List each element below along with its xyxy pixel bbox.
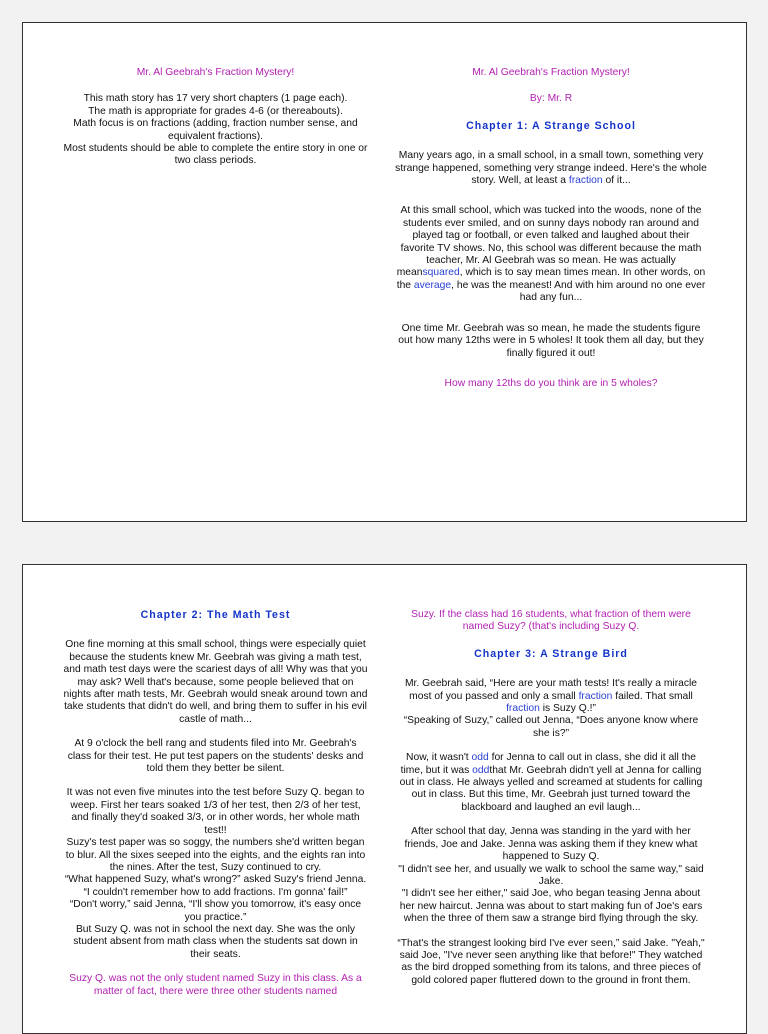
paragraph: It was not even five minutes into the test before Suzy Q. began to weep. First her tears soaked 1/3 of her test, then 2/3 of her test, and finally they'd soaked 3/3, or in other words, her whole math test!! — [66, 787, 365, 836]
odd-link[interactable]: odd — [472, 764, 490, 776]
paragraph: One fine morning at this small school, things were especially quiet because the students knew Mr. Geebrah was giving a math test, and math test days were the scariest days of all! Why was that you may ask? Well that's because, some people believed that on nights after math tests, Mr. Geebrah would sneak around town and take students that didn't do well, and bring them to suffer in his evil castle of math... — [63, 639, 368, 725]
paragraph: “That's the strangest looking bird I've ever seen,” said Jake. "Yeah," said Joe, "I've never seen anything like that before!" They watched as the bird dropped something from its talons, and three pieces of gold colored paper fluttered down to the ground in front them. — [397, 937, 705, 986]
page-2 — [22, 564, 747, 1034]
fraction-link[interactable]: fraction — [578, 690, 613, 702]
intro-line: Most students should be able to complete the entire story in one or two class periods. — [63, 143, 368, 167]
chapter-2-heading: Chapter 2: The Math Test — [140, 609, 291, 621]
paragraph: Now, it wasn't odd for Jenna to call out in class, she did it all the time, but it was oddthat Mr. Geebrah didn't yell at Jenna for calling out in class. He always yelled and screamed at students for calling out in class. But this time, Mr. Geebrah just turned toward the blackboard and laughed an evil laugh... — [399, 752, 703, 813]
paragraph: “Don't worry,” said Jenna, “I'll show you tomorrow, it's easy once you practice.” — [69, 899, 362, 923]
page-2-right-column — [395, 609, 707, 997]
chapter-3-heading: Chapter 3: A Strange Bird — [474, 647, 628, 660]
paragraph: At 9 o'clock the bell rang and students filed into Mr. Geebrah's class for their test. He put test papers on the students' desks and told them they better be silent. — [67, 738, 364, 775]
paragraph: “What happened Suzy, what's wrong?” asked Suzy's friend Jenna. — [64, 874, 367, 886]
intro-line: This math story has 17 very short chapters (1 page each). — [83, 93, 348, 105]
byline: By: Mr. R — [529, 93, 573, 105]
paragraph: Suzy's test paper was so soggy, the numbers she'd written began to blur. All the sixes seeped into the eights, and the eights ran into the nines. After the test, Suzy continued to cry. — [65, 837, 366, 873]
story-title: Mr. Al Geebrah's Fraction Mystery! — [472, 67, 630, 78]
page-2-left-column — [63, 609, 368, 1008]
paragraph: "I didn't see her, and usually we walk to school the same way," said Jake. — [398, 863, 704, 887]
chapter-1-heading: Chapter 1: A Strange School — [466, 119, 636, 132]
intro-line: Math focus is on fractions (adding, fraction number sense, and equivalent fractions). — [73, 118, 358, 142]
paragraph: "I didn't see her either," said Joe, who began teasing Jenna about her new haircut. Jenna was about to start making fun of Joe's ears when the three of them saw a strange bird flying through the sky. — [399, 888, 703, 925]
page-1 — [22, 22, 747, 522]
fraction-link[interactable]: fraction — [506, 703, 540, 715]
paragraph: “I couldn't remember how to add fractions. I'm gonna' fail!” — [83, 886, 348, 898]
story-title: Mr. Al Geebrah's Fraction Mystery! — [136, 67, 295, 78]
paragraph: Mr. Geebrah said, “Here are your math tests! It's really a miracle most of you passed and only a small fraction failed. That small fraction is Suzy Q.!” — [404, 678, 698, 715]
paragraph: After school that day, Jenna was standing in the yard with her friends, Joe and Jake. Jenna was asking them if they knew what happened to Suzy Q. — [404, 826, 698, 863]
paragraph: One time Mr. Geebrah was so mean, he made the students figure out how many 12ths were in 5 wholes! It took them all day, but they finally figured it out! — [398, 322, 704, 359]
average-link[interactable]: average — [413, 279, 452, 291]
squared-link[interactable]: squared — [422, 267, 460, 279]
question-prompt: Suzy Q. was not the only student named Suzy in this class. As a matter of fact, there were three other students named — [69, 973, 362, 997]
question-prompt: How many 12ths do you think are in 5 wholes? — [444, 377, 658, 389]
odd-link[interactable]: odd — [471, 752, 489, 764]
page-1-right-column — [395, 67, 707, 400]
paragraph: But Suzy Q. was not in school the next day. She was the only student absent from math class when the students sat down in their seats. — [73, 923, 358, 960]
intro-line: The math is appropriate for grades 4-6 (or thereabouts). — [88, 105, 343, 117]
page-1-left-column — [63, 67, 368, 168]
question-prompt: Suzy. If the class had 16 students, what fraction of them were named Suzy? (that's including Suzy Q. — [411, 609, 691, 633]
paragraph: “Speaking of Suzy,” called out Jenna, “Does anyone know where she is?” — [403, 715, 699, 739]
paragraph: Many years ago, in a small school, in a small town, something very strange happened, something very strange indeed. Here's the whole story. Well, at least a fraction of it... — [395, 150, 707, 187]
fraction-link[interactable]: fraction — [568, 175, 603, 187]
paragraph: At this small school, which was tucked into the woods, none of the students ever smiled, and on sunny days nobody ran around and played tag or football, or even talked and laughed about their favorite TV shows. No, this school was different because the math teacher, Mr. Al Geebrah was so mean. He was actually meansquared, which is to say mean times mean. In other words, on the average, he was the meanest! And with him around no one ever had any fun... — [396, 205, 706, 304]
